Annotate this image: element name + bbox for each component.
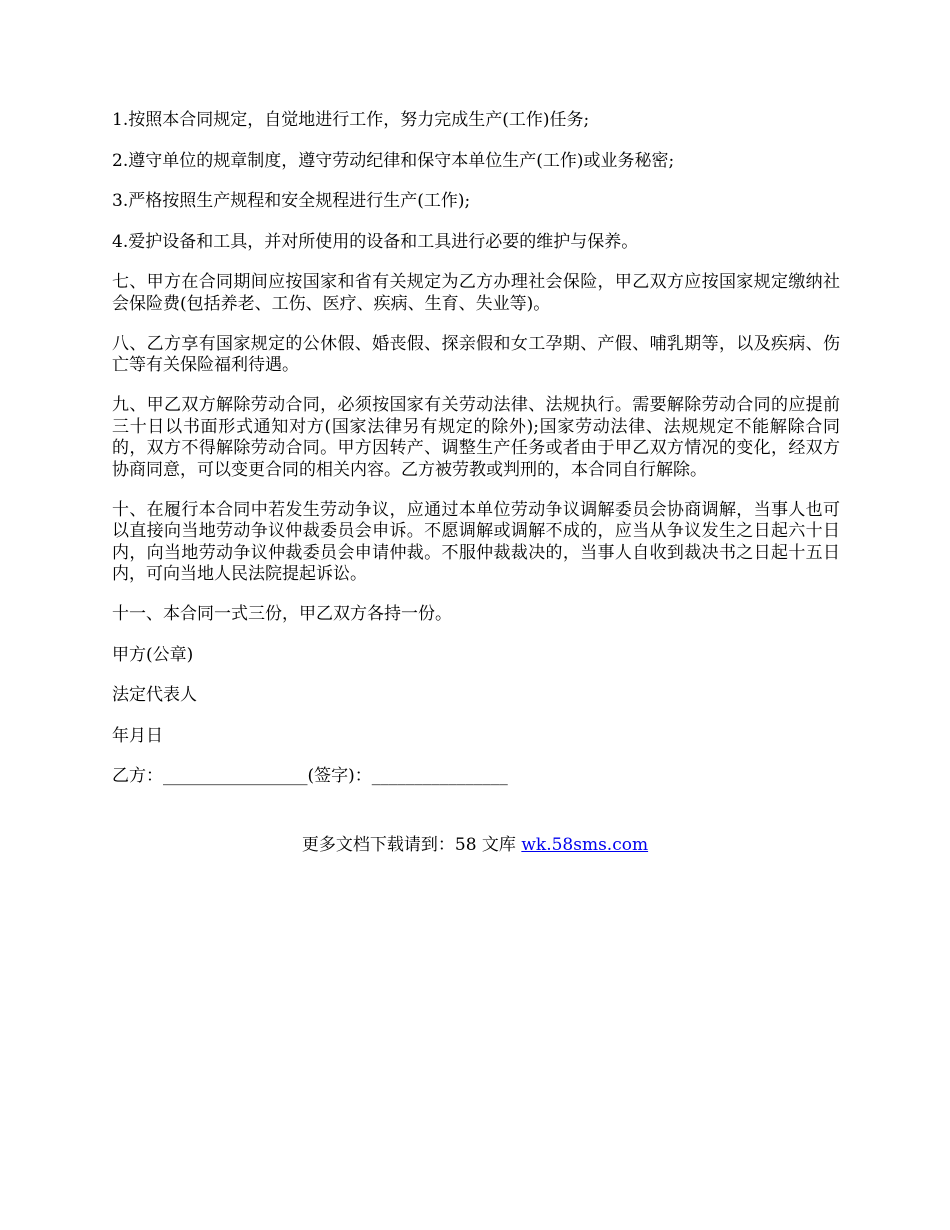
party-b-signature-line: 乙方：_________________(签字)：________________ bbox=[112, 766, 508, 786]
clause-paragraph: 4.爱护设备和工具，并对所使用的设备和工具进行必要的维护与保养。 bbox=[112, 231, 639, 252]
clause-paragraph: 九、甲乙双方解除劳动合同，必须按国家有关劳动法律、法规执行。需要解除劳动合同的应提前三十日以书面形式通知对方(国家法律另有规定的除外);国家劳动法律、法规规定不能解除合同的，双方不得解除劳动合同。甲方因转产、调整生产任务或者由于甲乙双方情况的变化，经双方协商同意，可以变更合同的相关内容。乙方被劳教或判刑的，本合同自行解除。 bbox=[112, 395, 840, 480]
clause-paragraph: 3.严格按照生产规程和安全规程进行生产(工作); bbox=[112, 191, 471, 211]
download-footer bbox=[0, 834, 950, 856]
clause-paragraph: 八、乙方享有国家规定的公休假、婚丧假、探亲假和女工孕期、产假、哺乳期等，以及疾病、伤亡等有关保险福利待遇。 bbox=[112, 333, 840, 375]
clause-paragraph: 1.按照本合同规定，自觉地进行工作，努力完成生产(工作)任务; bbox=[112, 110, 590, 130]
clause-paragraph: 2.遵守单位的规章制度，遵守劳动纪律和保守本单位生产(工作)或业务秘密; bbox=[112, 150, 675, 171]
footer-link[interactable]: wk.58sms.com bbox=[521, 835, 649, 855]
clause-paragraph: 七、甲方在合同期间应按国家和省有关规定为乙方办理社会保险，甲乙双方应按国家规定缴纳社会保险费(包括养老、工伤、医疗、疾病、生育、失业等)。 bbox=[112, 272, 840, 314]
clause-paragraph: 十、在履行本合同中若发生劳动争议，应通过本单位劳动争议调解委员会协商调解，当事人也可以直接向当地劳动争议仲裁委员会申诉。不愿调解或调解不成的，应当从争议发生之日起六十日内，向当地劳动争议仲裁委员会申请仲裁。不服仲裁裁决的，当事人自收到裁决书之日起十五日内，可向当地人民法院提起诉讼。 bbox=[112, 499, 840, 584]
footer-prefix: 更多文档下载请到：58 文库 bbox=[301, 835, 522, 855]
document-body bbox=[112, 110, 840, 807]
legal-representative-line: 法定代表人 bbox=[112, 685, 197, 705]
date-line: 年月日 bbox=[112, 725, 163, 746]
party-a-seal-line: 甲方(公章) bbox=[112, 644, 194, 665]
clause-paragraph: 十一、本合同一式三份，甲乙双方各持一份。 bbox=[112, 604, 452, 624]
